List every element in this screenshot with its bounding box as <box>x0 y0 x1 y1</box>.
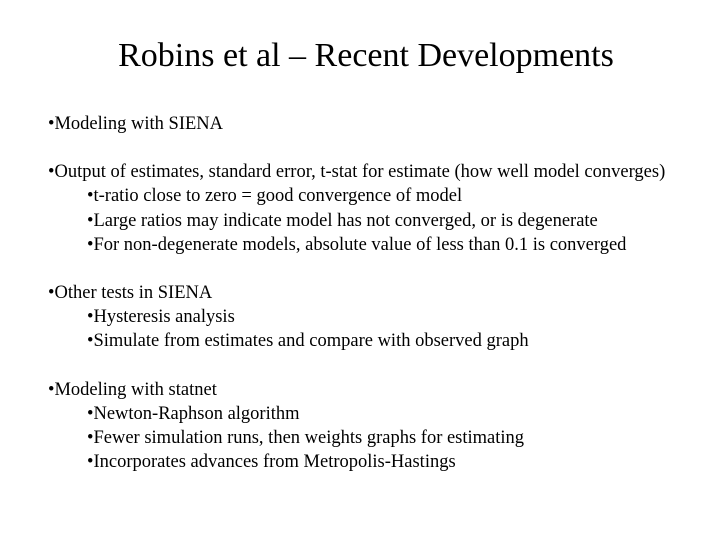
bullet-modeling-siena: •Modeling with SIENA <box>48 114 224 134</box>
subbullet-non-degenerate: •For non-degenerate models, absolute value of less than 0.1 is converged <box>87 234 627 255</box>
bullet-other-tests: •Other tests in SIENA <box>48 283 213 304</box>
spacer <box>48 136 688 160</box>
subbullet-fewer-runs: •Fewer simulation runs, then weights graphs for estimating <box>87 428 525 449</box>
bullet-output-estimates: •Output of estimates, standard error, t-stat for estimate (how well model converges) <box>48 162 666 183</box>
bullet-modeling-statnet: •Modeling with statnet <box>48 379 217 400</box>
subbullet-metropolis: •Incorporates advances from Metropolis-Hastings <box>87 452 456 473</box>
subbullet-t-ratio: •t-ratio close to zero = good convergence of model <box>87 186 463 207</box>
subbullet-hysteresis: •Hysteresis analysis <box>87 307 235 328</box>
subbullet-large-ratios: •Large ratios may indicate model has not converged, or is degenerate <box>87 210 598 231</box>
slide-title: Robins et al – Recent Developments <box>118 37 614 74</box>
slide-body <box>48 112 688 474</box>
spacer <box>48 354 688 378</box>
subbullet-simulate: •Simulate from estimates and compare with observed graph <box>87 331 529 352</box>
spacer <box>48 257 688 281</box>
subbullet-newton-raphson: •Newton-Raphson algorithm <box>87 403 300 424</box>
